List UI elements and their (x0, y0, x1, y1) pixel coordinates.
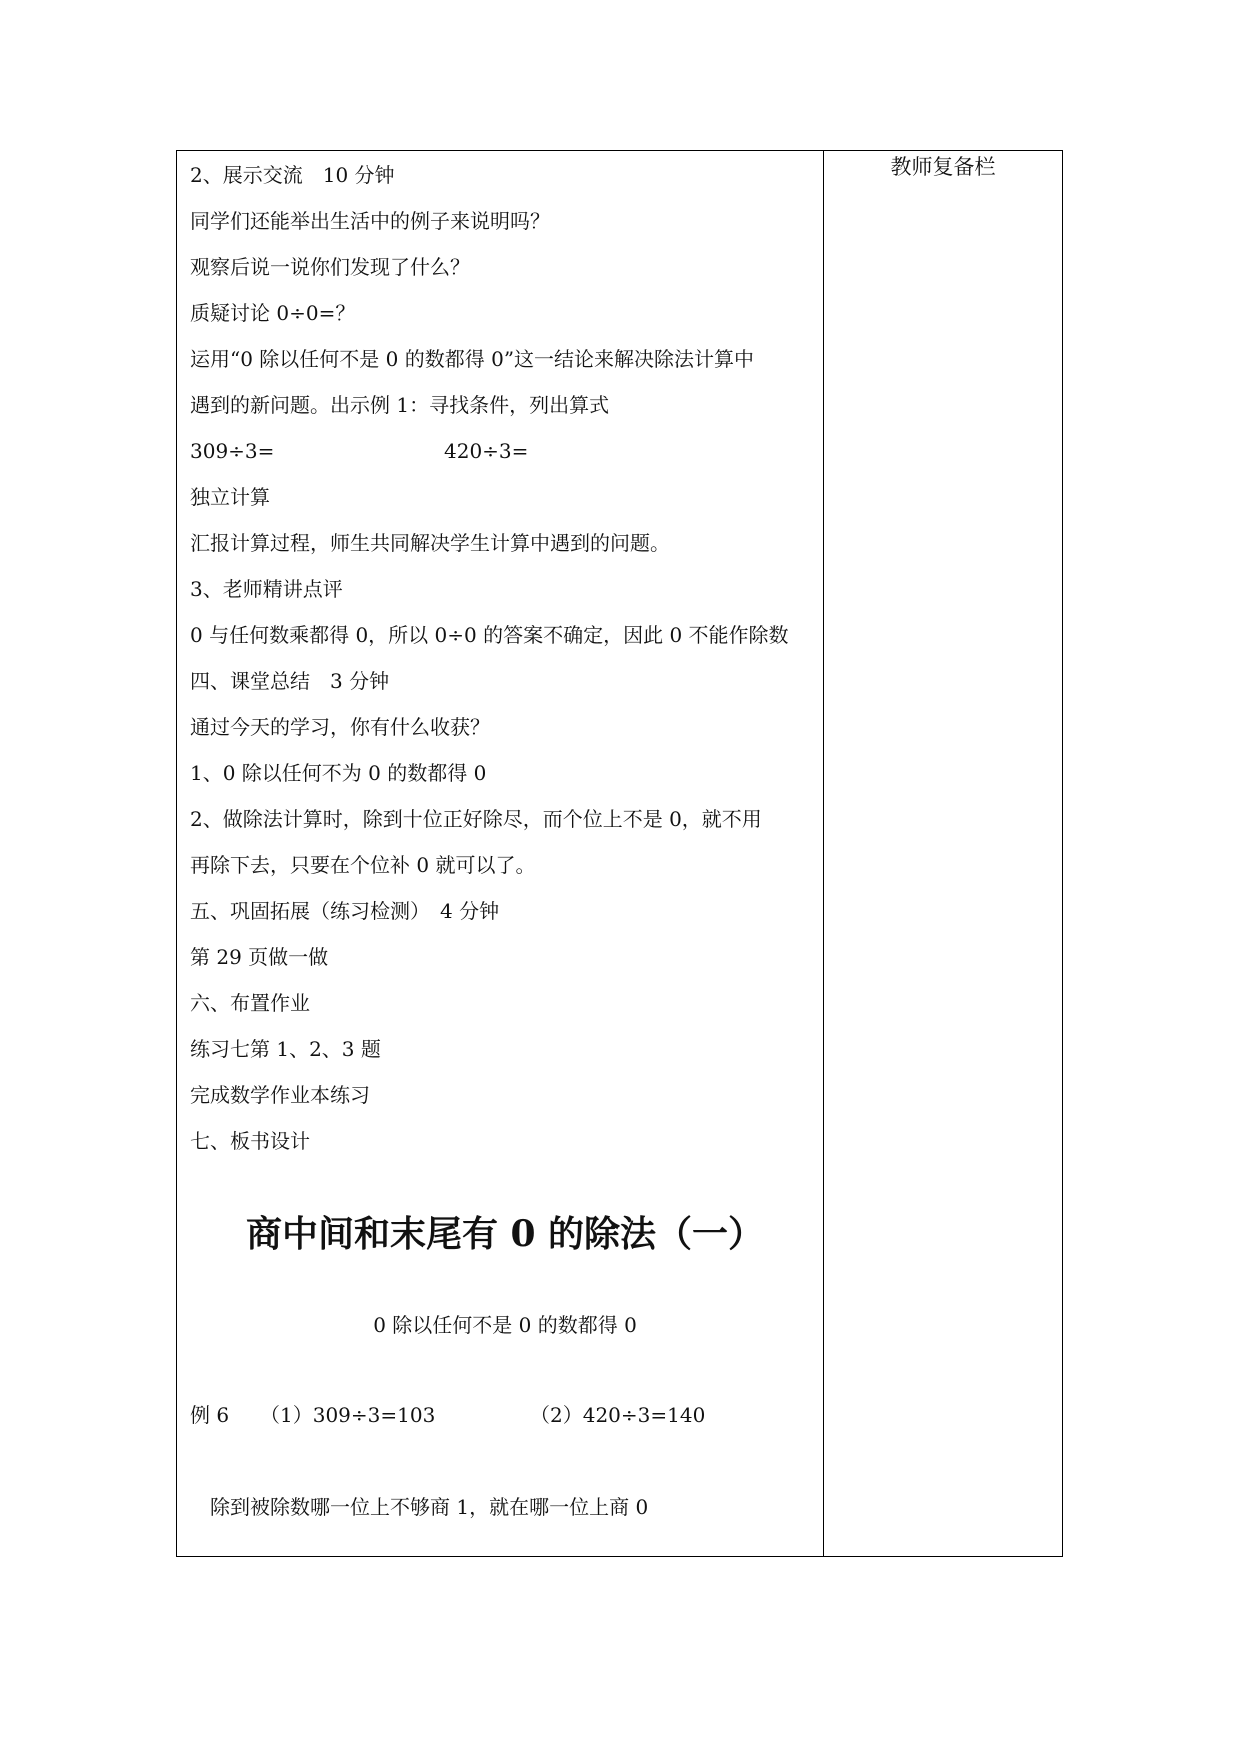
equation-left: 309÷3= (190, 439, 275, 463)
text-line: 2、做除法计算时，除到十位正好除尽，而个位上不是 0，就不用 (190, 807, 762, 831)
teacher-notes-header: 教师复备栏 (890, 155, 996, 179)
text-line: 运用“0 除以任何不是 0 的数都得 0”这一结论来解决除法计算中 (190, 347, 755, 371)
board-rule: 0 除以任何不是 0 的数都得 0 (373, 1313, 637, 1337)
board-conclusion: 除到被除数哪一位上不够商 1，就在哪一位上商 0 (210, 1495, 649, 1519)
text-line: 通过今天的学习，你有什么收获？ (190, 715, 490, 739)
text-line: 观察后说一说你们发现了什么？ (190, 255, 470, 279)
text-line: 四、课堂总结 3 分钟 (190, 669, 390, 693)
text-line: 再除下去，只要在个位补 0 就可以了。 (190, 853, 536, 877)
text-line: 同学们还能举出生活中的例子来说明吗？ (190, 209, 550, 233)
text-line: 第 29 页做一做 (190, 945, 329, 969)
example-2: （2）420÷3=140 (530, 1403, 706, 1427)
text-line: 独立计算 (190, 485, 270, 509)
text-line: 2、展示交流 10 分钟 (190, 163, 395, 187)
board-title: 商中间和末尾有 0 的除法（一） (245, 1213, 765, 1255)
example-1: （1）309÷3=103 (260, 1403, 436, 1427)
text-line: 完成数学作业本练习 (190, 1083, 370, 1107)
column-divider (823, 150, 824, 1557)
text-line: 3、老师精讲点评 (190, 577, 343, 601)
text-line: 汇报计算过程，师生共同解决学生计算中遇到的问题。 (190, 531, 670, 555)
equation-right: 420÷3= (444, 439, 529, 463)
text-line: 质疑讨论 0÷0=？ (190, 301, 356, 325)
text-line: 五、巩固拓展（练习检测） 4 分钟 (190, 899, 500, 923)
example-label: 例 6 (190, 1403, 230, 1427)
text-line: 1、0 除以任何不为 0 的数都得 0 (190, 761, 487, 785)
text-line: 六、布置作业 (190, 991, 310, 1015)
text-line: 练习七第 1、2、3 题 (190, 1037, 381, 1061)
text-line: 0 与任何数乘都得 0，所以 0÷0 的答案不确定，因此 0 不能作除数 (190, 623, 789, 647)
text-line: 遇到的新问题。出示例 1：寻找条件，列出算式 (190, 393, 610, 417)
text-line: 七、板书设计 (190, 1129, 310, 1153)
